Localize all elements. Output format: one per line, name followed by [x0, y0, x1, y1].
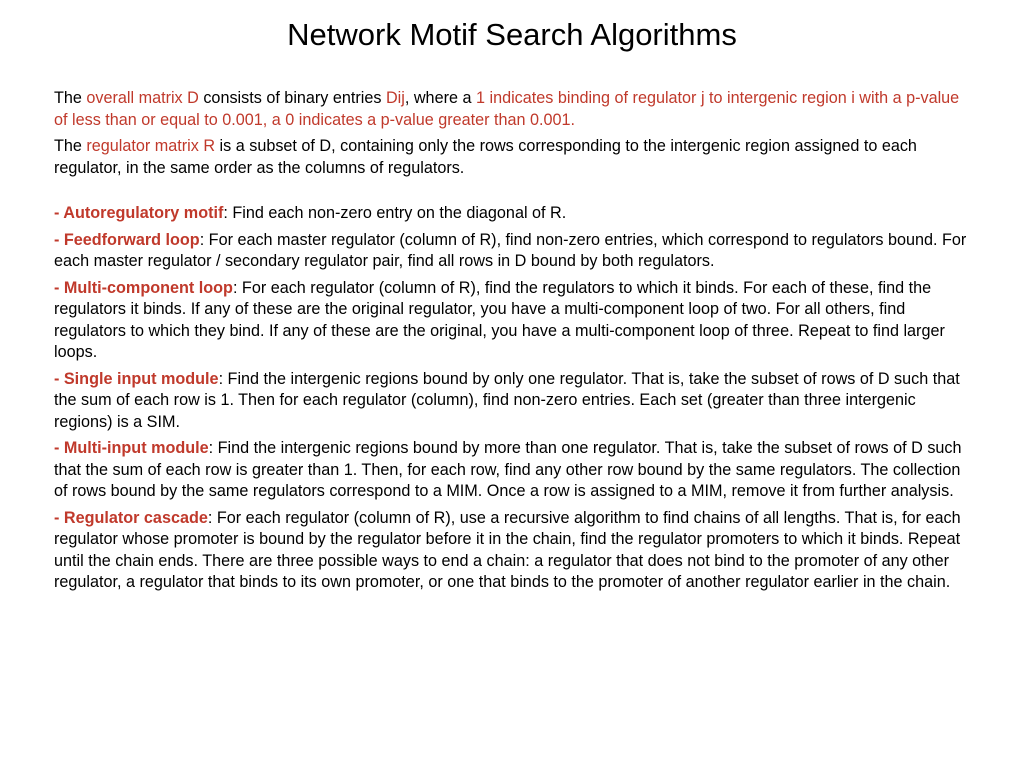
motif-description: : Find each non-zero entry on the diagonal of R.: [223, 204, 567, 222]
motif-description: : For each regulator (column of R), use a recursive algorithm to find chains of all lengths. That is, for each regulator whose promoter is bound by the regulator before it in the chain, find the regulator promoters to which it binds. Repeat until the chain ends. There are three possible ways to end a chain: a regulator that does not bind to the promoter of any other regulator, a regulator that binds to its own promoter, or one that binds to the promoter of another regulator earlier in the chain.: [54, 508, 961, 591]
motif-description: : Find the intergenic regions bound by only one regulator. That is, take the subset of rows of D such that the sum of each row is 1. Then for each regulator (column), find non-zero entries. Each set (greater than three intergenic regions) is a SIM.: [54, 369, 960, 431]
motif-name: - Autoregulatory motif: [54, 204, 224, 222]
motif-name: - Single input module: [54, 369, 219, 388]
motif-name: - Multi-component loop: [54, 278, 233, 297]
motif-name: - Feedforward loop: [54, 230, 200, 249]
slide-title: Network Motif Search Algorithms: [287, 17, 737, 52]
intro-text: The: [54, 89, 87, 107]
binding-definition: 1 indicates binding of regulator j to intergenic region i with a p-value of less than or equal to 0.001, a 0 indicates a p-value greater than 0.001.: [54, 89, 960, 129]
motif-item-autoregulatory: [54, 203, 969, 225]
term-overall-matrix: overall matrix D: [86, 89, 199, 107]
motif-item-multi-input-module: [54, 438, 969, 503]
motif-description: : Find the intergenic regions bound by more than one regulator. That is, take the subset of rows of D such that the sum of each row is greater than 1. Then, for each row, find any other row bound by the same regulators. The collection of rows bound by the same regulators correspond to a MIM. Once a row is assigned to a MIM, remove it from further analysis.: [54, 439, 962, 500]
intro-text: The: [54, 137, 87, 155]
motif-description: : For each regulator (column of R), find the regulators to which it binds. For each of these, find the regulators it binds. If any of these are the original regulator, you have a multi-component loop of two. For all others, find regulators to which they bind. If any of these are the original, you have a multi-component loop of three. Repeat to find larger loops.: [54, 278, 945, 361]
slide-body: [54, 88, 969, 599]
motif-item-multi-component-loop: [54, 278, 969, 364]
motif-item-regulator-cascade: [54, 508, 969, 594]
intro-text: is a subset of D, containing only the rows corresponding to the intergenic region assigned to each regulator, in the same order as the columns of regulators.: [54, 137, 917, 177]
motif-description: : For each master regulator (column of R), find non-zero entries, which correspond to regulators bound. For each master regulator / secondary regulator pair, find all rows in D bound by both regulators.: [54, 230, 967, 270]
intro-text: , where a: [404, 89, 476, 107]
motif-name: - Multi-input module: [54, 439, 209, 457]
motif-item-feedforward: [54, 230, 969, 273]
term-dij: Dij: [385, 89, 405, 107]
motif-item-single-input-module: [54, 369, 969, 434]
term-regulator-matrix: regulator matrix R: [86, 137, 216, 155]
motif-name: - Regulator cascade: [54, 508, 208, 527]
intro-text: consists of binary entries: [198, 89, 386, 107]
intro-paragraph-overall-matrix: [54, 88, 969, 131]
intro-paragraph-regulator-matrix: [54, 136, 969, 179]
